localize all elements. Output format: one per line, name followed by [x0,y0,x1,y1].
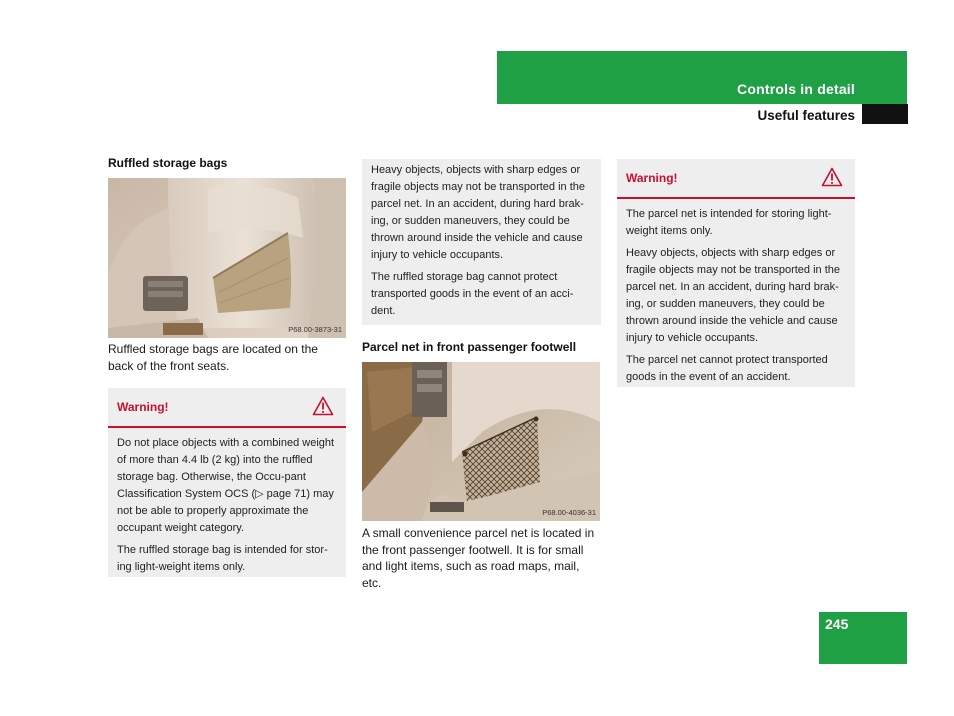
warning-paragraph: Do not place objects with a combined weight of more than 4.4 lb (2 kg) into the ruffled storage bag. Otherwise, the Occu-pant Classification System OCS (▷ page 71) may not be able to properly approximate the occupant weight category. [117,437,335,534]
warning-label: Warning! [117,400,169,414]
ruffled-bags-body: Ruffled storage bags are located on the back of the front seats. [108,342,318,373]
caution-paragraph: The ruffled storage bag cannot protect transported goods in the event of an acci-dent. [371,271,574,317]
subsection-title: Useful features [757,108,855,123]
section-title: Controls in detail [737,81,855,97]
seat-back-illustration [108,178,346,338]
page-number: 245 [825,616,849,632]
warning-body [617,199,855,397]
warning-paragraph: Heavy objects, objects with sharp edges or fragile objects may not be transported in the parcel net. In an accident, during hard brak-ing, or sudden maneuvers, they could be thrown around inside the vehicle and cause injury to vehicle occupants. [626,247,841,344]
warning-paragraph: The parcel net cannot protect transported goods in the event of an accident. [626,354,828,383]
warning-box-parcel [617,159,855,387]
parcel-net-heading: Parcel net in front passenger footwell [362,340,577,354]
warning-paragraph: The parcel net is intended for storing light-weight items only. [626,208,832,237]
warning-paragraph: The ruffled storage bag is intended for stor-ing light-weight items only. [117,544,328,573]
warning-header [108,388,346,428]
warning-box-ruffled [108,388,346,577]
warning-triangle-icon [821,167,843,187]
warning-label: Warning! [626,171,678,185]
ruffled-bags-heading: Ruffled storage bags [108,156,228,170]
photo-code: P68.00-3873-31 [288,325,342,334]
warning-triangle-icon [312,396,334,416]
photo-code: P68.00-4036-31 [542,508,596,517]
parcel-net-photo [362,362,600,521]
page-number-tab [819,612,907,664]
header-bar [497,51,907,104]
caution-paragraph: Heavy objects, objects with sharp edges or fragile objects may not be transported in the parcel net. In an accident, during hard brak-ing, or sudden maneuvers, they could be thrown around inside the vehicle and cause injury to vehicle occupants. [371,164,586,261]
warning-header [617,159,855,199]
parcel-net-body: A small convenience parcel net is located in the front passenger footwell. It is for small and light items, such as road maps, mail, etc. [362,526,595,590]
ruffled-bags-photo [108,178,346,338]
caution-box-parcel [362,159,601,325]
footwell-net-illustration [362,362,600,521]
warning-body [108,428,346,587]
section-tab-marker [862,104,908,124]
